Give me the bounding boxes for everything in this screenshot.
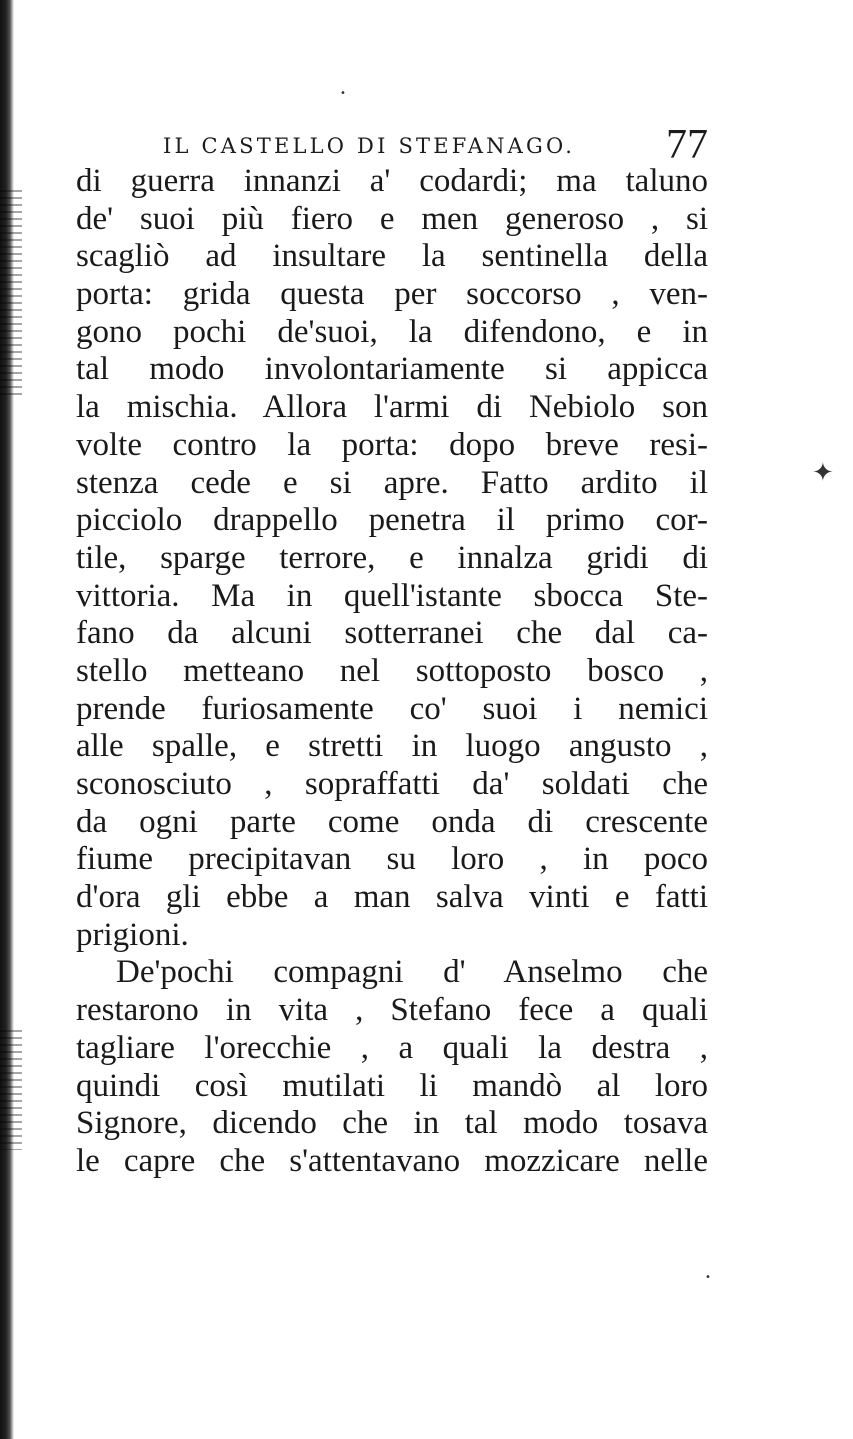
text-line: volte contro la porta: dopo breve resi- — [76, 426, 708, 463]
print-speck: • — [340, 88, 346, 99]
text-line: fano da alcuni sotterranei che dal ca- — [76, 615, 708, 652]
text-line: De'pochi compagni d' Anselmo che — [116, 954, 708, 991]
text-line: scagliò ad insultare la sentinella della — [76, 238, 708, 275]
print-speck: • — [705, 1272, 711, 1283]
text-line: di guerra innanzi a' codardi; ma taluno — [76, 163, 708, 199]
text-line: prende furiosamente co' suoi i nemici — [76, 690, 708, 727]
text-line: sconosciuto , sopraffatti da' soldati che — [76, 766, 708, 802]
paragraph — [76, 954, 708, 1180]
text-line: fiume precipitavan su loro , in poco — [76, 841, 708, 878]
text-line: alle spalle, e stretti in luogo angusto , — [76, 728, 708, 765]
text-line: stenza cede e si apre. Fatto ardito il — [76, 464, 708, 501]
text-line: tal modo involontariamente si appicca — [76, 351, 708, 388]
text-line: Signore, dicendo che in tal modo tosava — [76, 1105, 708, 1142]
binding-speckle — [0, 190, 22, 400]
text-line: picciolo drappello penetra il primo cor- — [76, 502, 708, 539]
page-number: 77 — [666, 122, 708, 168]
text-line: d'ora gli ebbe a man salva vinti e fatti — [76, 879, 708, 916]
text-line: stello metteano nel sottoposto bosco , — [76, 652, 708, 689]
ink-blot: ✦ — [812, 458, 834, 488]
text-line: da ogni parte come onda di crescente — [76, 803, 708, 840]
text-line: la mischia. Allora l'armi di Nebiolo son — [76, 389, 708, 426]
text-line: prigioni. — [76, 916, 189, 953]
running-title: IL CASTELLO DI STEFANAGO. — [163, 134, 576, 158]
text-line: de' suoi più fiero e men generoso , si — [76, 200, 708, 237]
text-line: porta: grida questa per soccorso , ven- — [76, 276, 708, 313]
text-line: tagliare l'orecchie , a quali la destra , — [76, 1029, 708, 1066]
binding-speckle — [0, 1030, 22, 1150]
text-line: gono pochi de'suoi, la difendono, e in — [76, 313, 708, 350]
text-line: vittoria. Ma in quell'istante sbocca Ste- — [76, 577, 708, 614]
paragraph — [76, 163, 708, 954]
text-block — [76, 163, 708, 1181]
text-line: quindi così mutilati li mandò al loro — [76, 1067, 708, 1104]
text-line: tile, sparge terrore, e innalza gridi di — [76, 539, 708, 576]
text-line: restarono in vita , Stefano fece a quali — [76, 992, 708, 1029]
text-line: le capre che s'attentavano mozzicare nelle — [76, 1142, 708, 1179]
